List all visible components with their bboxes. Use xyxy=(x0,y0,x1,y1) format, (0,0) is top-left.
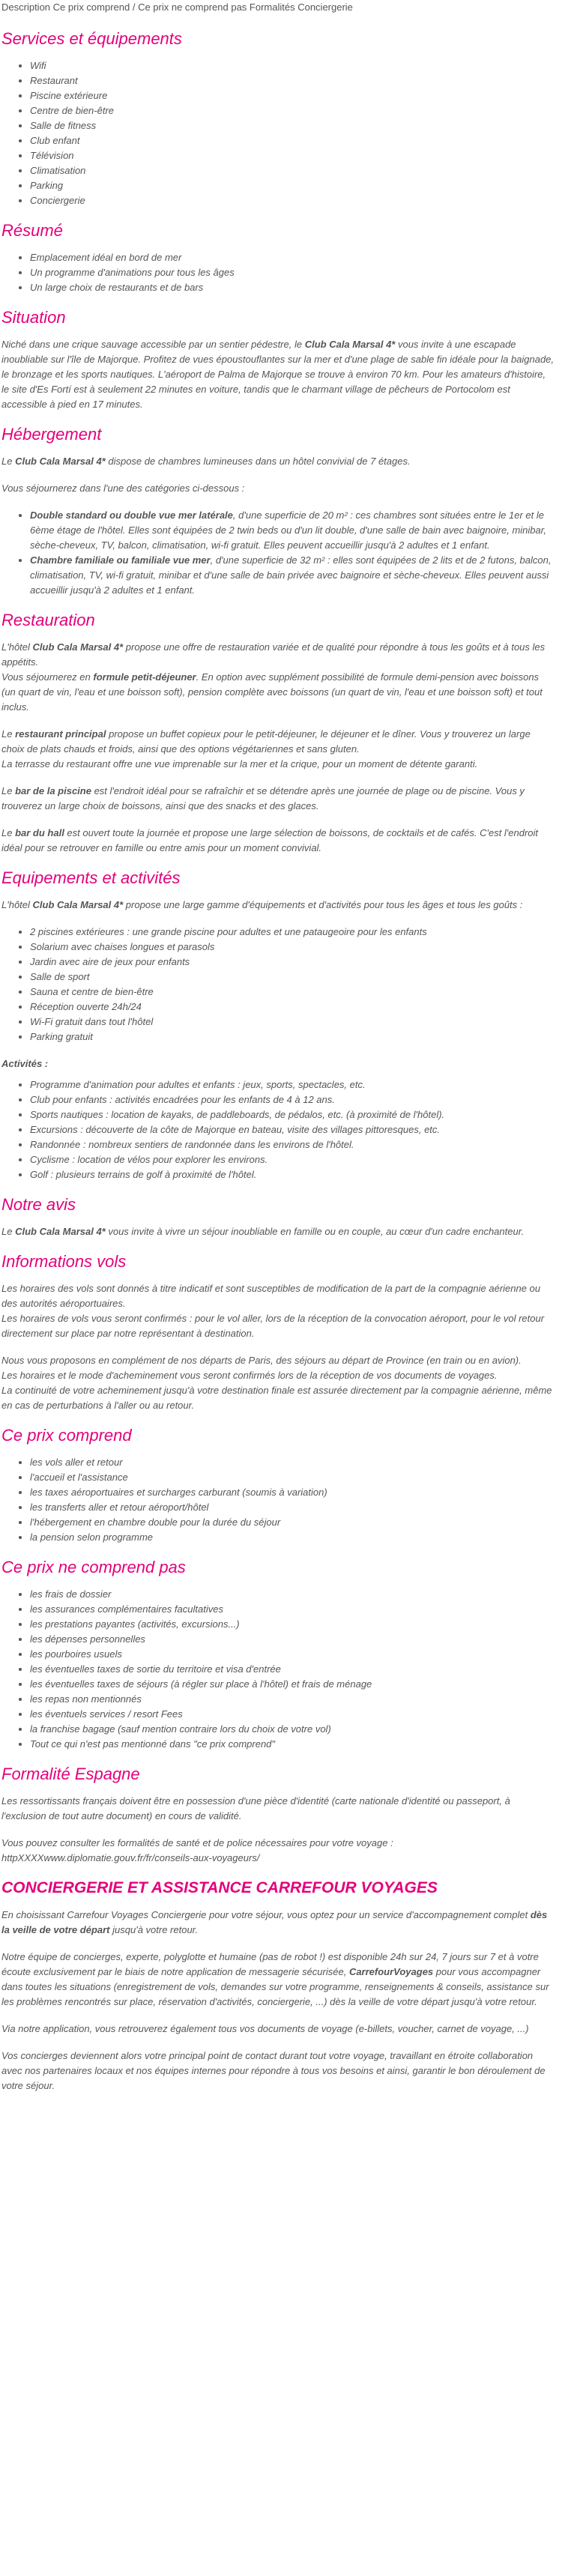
list-item: • Télévision xyxy=(30,148,555,163)
list-item: • les vols aller et retour xyxy=(30,1455,555,1470)
list-item: • les assurances complémentaires facultatives xyxy=(30,1602,555,1617)
resume-title: Résumé xyxy=(1,221,63,240)
list-item: • la pension selon programme xyxy=(30,1530,555,1545)
list-item: • Un programme d'animations pour tous les âges xyxy=(30,265,555,280)
formalite-text-1: Les ressortissants français doivent être en possession d'une pièce d'identité (carte nationale d'identité ou passeport, à l'exclusion de tout autre document) en cours de validité. xyxy=(1,1795,510,1821)
list-item: • Parking gratuit xyxy=(30,1030,555,1044)
comprend-title: Ce prix comprend xyxy=(1,1426,132,1445)
restauration-title: Restauration xyxy=(1,611,95,629)
list-item: • Tout ce qui n'est pas mentionné dans "ce prix comprend" xyxy=(30,1737,555,1752)
list-item: • Sauna et centre de bien-être xyxy=(30,985,555,1000)
list-item: • Salle de fitness xyxy=(30,118,555,133)
conciergerie-text-2: Notre équipe de concierges, experte, polyglotte et humaine (pas de robot !) est disponible 24h sur 24, 7 jours sur 7 et à votre écoute exclusivement par le biais de notre application de messagerie sécurisée, CarrefourVoyages pour vous accompagner dans toutes les situations (enregistrement de vols, demandes sur votre programme, renseignements & conseils, assistance sur les problèmes rencontrés sur place, réservation d'activités, conciergerie, ...) dès la veille de votre départ jusqu'à votre retour. xyxy=(1,1951,549,2007)
ne-comprend-list xyxy=(1,1587,555,1752)
list-item: • Excursions : découverte de la côte de Majorque en bateau, visite des villages pittoresques, etc. xyxy=(30,1122,555,1137)
list-item: • les prestations payantes (activités, excursions...) xyxy=(30,1617,555,1632)
services-title: Services et équipements xyxy=(1,29,182,48)
vols-text-1: Les horaires des vols sont donnés à titre indicatif et sont susceptibles de modification de la part de la compagnie aérienne ou des autorités aéroportuaires. Les horaires de vols vous seront confirmés : pour le vol aller, lors de la réception de la convocation aéroport, pour le vol retour directement sur place par notre représentant à destination. xyxy=(1,1283,545,1339)
list-item: • les taxes aéroportuaires et surcharges carburant (soumis à variation) xyxy=(30,1485,555,1500)
list-item: • Parking xyxy=(30,178,555,193)
restaurant-principal: Le restaurant principal propose un buffet copieux pour le petit-déjeuner, le déjeuner et le dîner. Vous y trouverez un large choix de plats chauds et froids, ainsi que des options végétariennes et sans gluten. La terrasse du restaurant offre une vue imprenable sur la mer et la crique, pour un moment de détente garanti. xyxy=(1,728,531,770)
list-item: • Solarium avec chaises longues et parasols xyxy=(30,940,555,955)
avis-title: Notre avis xyxy=(1,1195,76,1214)
list-item: • les transferts aller et retour aéroport/hôtel xyxy=(30,1500,555,1515)
breadcrumb: Description Ce prix comprend / Ce prix ne comprend pas Formalités Conciergerie xyxy=(1,1,353,13)
list-item: • les pourboires usuels xyxy=(30,1647,555,1662)
restauration-intro: L'hôtel Club Cala Marsal 4* propose une offre de restauration variée et de qualité pour répondre à tous les goûts et à tous les appétits. Vous séjournerez en formule petit-déjeuner. En option avec supplément possibilité de formule demi-pension avec boissons (un quart de vin, l'eau et une boisson soft), pension complète avec boissons (un quart de vin, l'eau et une boisson soft) et tout inclus. xyxy=(1,641,546,713)
list-item: • Réception ouverte 24h/24 xyxy=(30,1000,555,1015)
formalite-link: httpXXXXwww.diplomatie.gouv.fr/fr/conseils-aux-voyageurs/ xyxy=(1,1852,260,1863)
situation-title: Situation xyxy=(1,308,66,327)
room-list xyxy=(1,508,555,598)
list-item: • l'hébergement en chambre double pour la durée du séjour xyxy=(30,1515,555,1530)
list-item: • Climatisation xyxy=(30,163,555,178)
list-item: • Wifi xyxy=(30,58,555,73)
list-item: • les dépenses personnelles xyxy=(30,1632,555,1647)
conciergerie-text-4: Vos concierges deviennent alors votre principal point de contact durant tout votre voyage, travaillant en étroite collaboration avec nos partenaires locaux et nos équipes internes pour répondre à tous vos besoins et ainsi, garantir le bon déroulement de votre séjour. xyxy=(1,2050,546,2091)
list-item: • Piscine extérieure xyxy=(30,88,555,103)
list-item: • les éventuelles taxes de sortie du territoire et visa d'entrée xyxy=(30,1662,555,1677)
vols-title: Informations vols xyxy=(1,1252,127,1271)
list-item: • Centre de bien-être xyxy=(30,103,555,118)
list-item: • les éventuelles taxes de séjours (à régler sur place à l'hôtel) et frais de ménage xyxy=(30,1677,555,1692)
list-item: • Salle de sport xyxy=(30,970,555,985)
equipements-list xyxy=(1,925,555,1044)
comprend-list xyxy=(1,1455,555,1545)
resume-list xyxy=(1,250,555,295)
list-item: • Conciergerie xyxy=(30,193,555,208)
conciergerie-text-1: En choisissant Carrefour Voyages Conciergerie pour votre séjour, vous optez pour un service d'accompagnement complet dès la veille de votre départ jusqu'à votre retour. xyxy=(1,1909,548,1935)
list-item: • les repas non mentionnés xyxy=(30,1692,555,1707)
list-item: • Un large choix de restaurants et de bars xyxy=(30,280,555,295)
formalite-title: Formalité Espagne xyxy=(1,1765,140,1783)
list-item: • Randonnée : nombreux sentiers de randonnée dans les environs de l'hôtel. xyxy=(30,1137,555,1152)
list-item: • Jardin avec aire de jeux pour enfants xyxy=(30,955,555,970)
formalite-text-2: Vous pouvez consulter les formalités de santé et de police nécessaires pour votre voyage : httpXXXXwww.diplomatie.gouv.fr/fr/conseils-aux-voyageurs/ xyxy=(1,1837,393,1863)
list-item: • Club enfant xyxy=(30,133,555,148)
ne-comprend-title: Ce prix ne comprend pas xyxy=(1,1558,186,1576)
conciergerie-title: CONCIERGERIE ET ASSISTANCE CARREFOUR VOYAGES xyxy=(1,1879,438,1896)
services-list xyxy=(1,58,555,208)
list-item: • les éventuels services / resort Fees xyxy=(30,1707,555,1722)
list-item: • Club pour enfants : activités encadrées pour les enfants de 4 à 12 ans. xyxy=(30,1092,555,1107)
list-item: • la franchise bagage (sauf mention contraire lors du choix de votre vol) xyxy=(30,1722,555,1737)
bar-piscine: Le bar de la piscine est l'endroit idéal pour se rafraîchir et se détendre après une journée de plage ou de piscine. Vous y trouverez un large choix de boissons, ainsi que des snacks et des glaces. xyxy=(1,785,525,811)
room-item: • Chambre familiale ou familiale vue mer, d'une superficie de 32 m² : elles sont équipées de 2 lits et de 2 futons, balcon, climatisation, TV, wi-fi gratuit, minibar et d'une salle de bain privée avec baignoire et sèche-cheveux. Elles peuvent aussi accueillir jusqu'à 2 adultes et 1 enfant. xyxy=(30,553,555,598)
equipements-title: Equipements et activités xyxy=(1,868,181,887)
list-item: • Wi-Fi gratuit dans tout l'hôtel xyxy=(30,1015,555,1030)
list-item: • Programme d'animation pour adultes et enfants : jeux, sports, spectacles, etc. xyxy=(30,1077,555,1092)
list-item: • Golf : plusieurs terrains de golf à proximité de l'hôtel. xyxy=(30,1167,555,1182)
conciergerie-text-3: Via notre application, vous retrouverez également tous vos documents de voyage (e-billets, voucher, carnet de voyage, ...) xyxy=(1,2023,529,2034)
vols-text-2: Nous vous proposons en complément de nos départs de Paris, des séjours au départ de Province (en train ou en avion). Les horaires et le mode d'acheminement vous seront confirmés lors de la réception de vos documents de voyages. La continuité de votre acheminement jusqu'à votre destination finale est assurée directement par la compagnie aérienne, même en cas de perturbations à l'aller ou au retour. xyxy=(1,1355,552,1411)
hebergement-categories-label: Vous séjournerez dans l'une des catégories ci-dessous : xyxy=(1,483,245,494)
list-item: • Sports nautiques : location de kayaks, de paddleboards, de pédalos, etc. (à proximité de l'hôtel). xyxy=(30,1107,555,1122)
list-item: • l'accueil et l'assistance xyxy=(30,1470,555,1485)
list-item: • Restaurant xyxy=(30,73,555,88)
hebergement-intro: Le Club Cala Marsal 4* dispose de chambres lumineuses dans un hôtel convivial de 7 étages. xyxy=(1,456,411,467)
situation-text: Niché dans une crique sauvage accessible par un sentier pédestre, le Club Cala Marsal 4* vous invite à une escapade inoubliable sur l'île de Majorque. Profitez de vues époustouflantes sur la mer et d'une plage de sable fin idéale pour la baignade, le bronzage et les sports nautiques. L'aéroport de Palma de Majorque se trouve à environ 70 km. Pour les amateurs d'histoire, le site d'Es Fortí est à seulement 22 minutes en voiture, tandis que le charmant village de pêcheurs de Portocolom est accessible à pied en 17 minutes. xyxy=(1,339,555,410)
list-item: • Cyclisme : location de vélos pour explorer les environs. xyxy=(30,1152,555,1167)
room-item: • Double standard ou double vue mer latérale, d'une superficie de 20 m² : ces chambres sont situées entre le 1er et le 6ème étage de l'hôtel. Elles sont équipées de 2 twin beds ou d'un lit double, d'une salle de bain avec baignoire, minibar, sèche-cheveux, TV, balcon, climatisation, wi-fi gratuit. Elles peuvent accueillir jusqu'à 2 adultes et 1 enfant. xyxy=(30,508,555,553)
list-item: • les frais de dossier xyxy=(30,1587,555,1602)
equipements-intro: L'hôtel Club Cala Marsal 4* propose une large gamme d'équipements et d'activités pour tous les âges et tous les goûts : xyxy=(1,899,523,910)
activities-list xyxy=(1,1077,555,1182)
bar-hall: Le bar du hall est ouvert toute la journée et propose une large sélection de boissons, de cocktails et de cafés. C'est l'endroit idéal pour se retrouver en famille ou entre amis pour un moment convivial. xyxy=(1,827,539,853)
list-item: • 2 piscines extérieures : une grande piscine pour adultes et une pataugeoire pour les enfants xyxy=(30,925,555,940)
avis-text: Le Club Cala Marsal 4* vous invite à vivre un séjour inoubliable en famille ou en couple, au cœur d'un cadre enchanteur. xyxy=(1,1226,525,1237)
hebergement-title: Hébergement xyxy=(1,425,102,444)
list-item: • Emplacement idéal en bord de mer xyxy=(30,250,555,265)
activities-label: Activités : xyxy=(1,1058,49,1069)
